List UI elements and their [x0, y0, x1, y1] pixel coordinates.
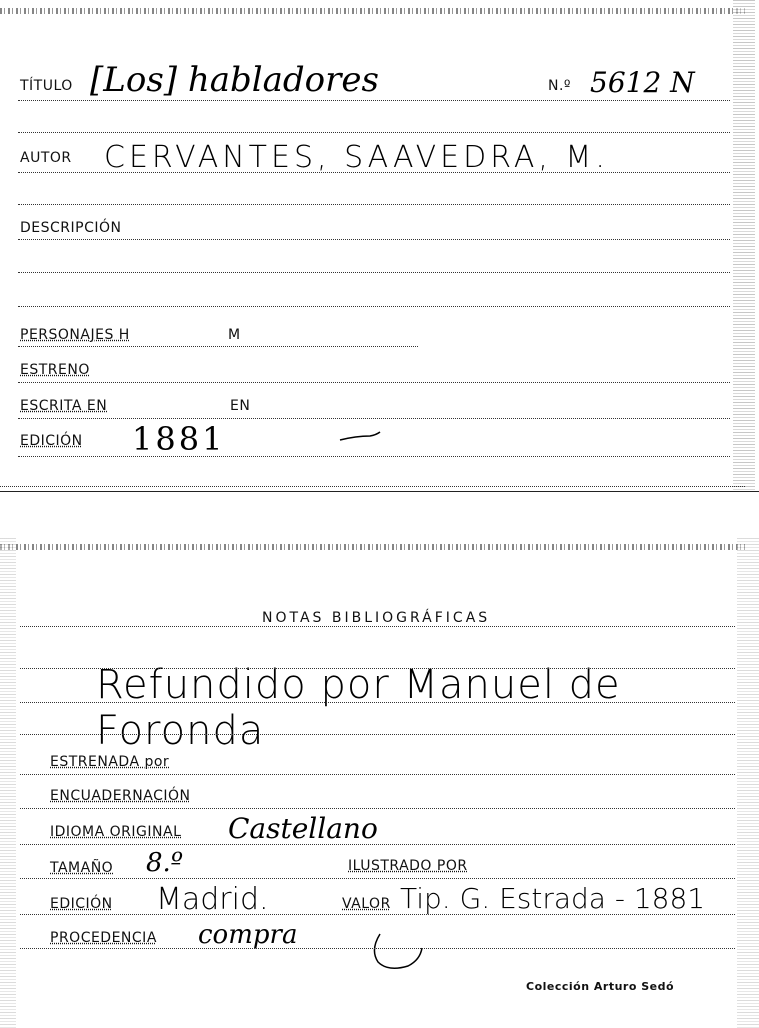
catalog-card-top [0, 0, 745, 490]
edicion-value: 1881 [132, 420, 226, 458]
notas-rule-3 [20, 702, 735, 703]
card-top-edge [0, 8, 745, 14]
notas-rule-1 [20, 626, 735, 627]
titulo-value: [Los] habladores [90, 60, 379, 100]
catalog-card-bottom [0, 538, 745, 1028]
edicion-label: EDICIÓN [20, 433, 83, 449]
encuadernacion-label: ENCUADERNACIÓN [50, 788, 191, 804]
autor-rule [18, 172, 730, 173]
idioma-value: Castellano [228, 812, 378, 845]
blank-rule-1 [18, 132, 730, 133]
estrenada-rule [20, 774, 735, 775]
titulo-label: TÍTULO [20, 78, 73, 94]
blank-rule-2 [18, 204, 730, 205]
descripcion-rule [18, 239, 730, 240]
estrenada-label: ESTRENADA por [50, 754, 170, 770]
estreno-label: ESTRENO [20, 362, 90, 378]
tamano-label: TAMAÑO [50, 860, 114, 876]
escrita-en-label: ESCRITA EN [20, 398, 108, 414]
encuadernacion-rule [20, 808, 735, 809]
notas-rule-4 [20, 734, 735, 735]
personajes-rule [18, 346, 418, 347]
descripcion-rule-2 [18, 272, 730, 273]
descripcion-label: DESCRIPCIÓN [20, 220, 122, 236]
escrita-rule [18, 418, 730, 419]
idioma-rule [20, 844, 735, 845]
edicion-rule [18, 456, 730, 457]
card-right-edge [737, 538, 759, 1028]
procedencia-rule [20, 948, 735, 949]
notas-value: Refundido por Manuel de Foronda [96, 662, 621, 754]
numero-label: N.º [548, 78, 572, 94]
procedencia-value: compra [198, 920, 298, 950]
edicion-value: Madrid. [156, 882, 269, 917]
collection-footer: Colección Arturo Sedó [526, 980, 675, 993]
ilustrado-label: ILUSTRADO POR [348, 858, 468, 874]
notas-heading: NOTAS BIBLIOGRÁFICAS [262, 610, 491, 626]
descripcion-rule-3 [18, 306, 730, 307]
personajes-m-label: M [228, 327, 241, 343]
autor-value: CERVANTES, SAAVEDRA, M. [104, 140, 609, 175]
cards-separator [0, 491, 759, 492]
notas-rule-2 [20, 668, 735, 669]
personajes-label: PERSONAJES H [20, 327, 130, 343]
card-top-edge [0, 544, 745, 550]
card-right-edge [733, 0, 755, 490]
numero-value: 5612 N [590, 66, 695, 99]
estreno-rule [18, 382, 730, 383]
circle-mark [364, 928, 434, 974]
en-label: EN [230, 398, 251, 414]
titulo-rule [18, 100, 730, 101]
edicion-rule [20, 914, 735, 915]
autor-label: AUTOR [20, 150, 72, 166]
card-left-edge [0, 538, 16, 1028]
idioma-label: IDIOMA ORIGINAL [50, 824, 182, 840]
tamano-value: 8.º [146, 848, 184, 878]
pen-stroke-mark [336, 424, 386, 448]
procedencia-label: PROCEDENCIA [50, 930, 157, 946]
tamano-rule [20, 878, 735, 879]
valor-value: Tip. G. Estrada - 1881 [400, 882, 706, 915]
card-bottom-rule [0, 486, 745, 487]
edicion-label: EDICIÓN [50, 896, 113, 912]
valor-label: VALOR [342, 896, 391, 912]
